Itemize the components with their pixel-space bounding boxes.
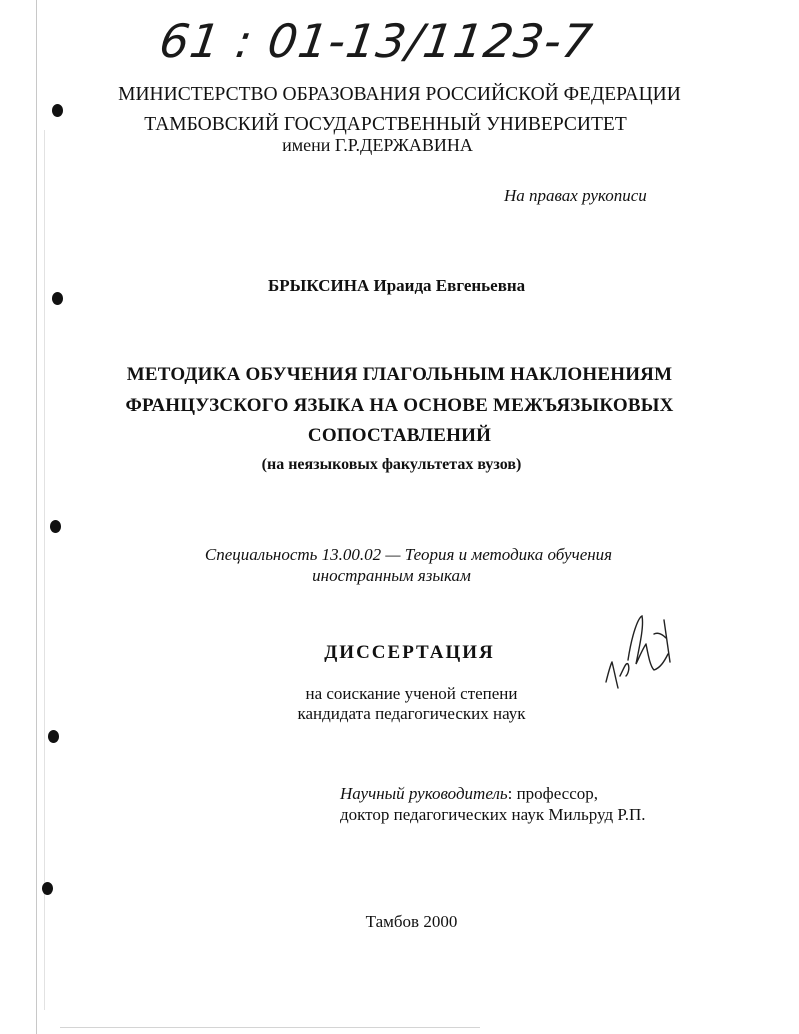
ministry-heading: МИНИСТЕРСТВО ОБРАЗОВАНИЯ РОССИЙСКОЙ ФЕДЕРАЦИИ (118, 84, 681, 105)
supervisor-role: Научный руководитель (340, 784, 508, 803)
supervisor-line (340, 784, 598, 804)
dissertation-title-line: МЕТОДИКА ОБУЧЕНИЯ ГЛАГОЛЬНЫМ НАКЛОНЕНИЯМ (126, 364, 673, 385)
manuscript-rights-note: На правах рукописи (504, 186, 647, 205)
author-surname: БРЫКСИНА (268, 276, 370, 295)
supervisor-degree-line: доктор педагогических наук Мильруд Р.П. (340, 805, 646, 824)
binding-hole-mark (50, 520, 61, 533)
archive-stamp: 61 : 01-13/1123-7 (156, 14, 597, 68)
scan-bottom-line (60, 1027, 480, 1028)
dissertation-title-line: СОПОСТАВЛЕНИЙ (307, 425, 492, 446)
specialty-line: Специальность 13.00.02 — Теория и методика обучения (204, 545, 613, 564)
binding-hole-mark (42, 882, 53, 895)
document-type: ДИССЕРТАЦИЯ (324, 642, 495, 663)
specialty-line: иностранным языкам (312, 566, 471, 585)
binding-hole-mark (48, 730, 59, 743)
author-name (268, 276, 525, 296)
handwritten-signature (598, 604, 678, 704)
university-heading: ТАМБОВСКИЙ ГОСУДАРСТВЕННЫЙ УНИВЕРСИТЕТ (144, 114, 627, 135)
degree-line: на соискание ученой степени (305, 684, 518, 703)
supervisor-title: : профессор, (507, 784, 599, 803)
university-name: имени Г.Р.ДЕРЖАВИНА (282, 135, 473, 155)
dissertation-subtitle: (на неязыковых факультетах вузов) (261, 456, 522, 473)
author-given-names: Ираида Евгеньевна (373, 276, 526, 295)
place-year: Тамбов 2000 (365, 912, 458, 931)
dissertation-title-line: ФРАНЦУЗСКОГО ЯЗЫКА НА ОСНОВЕ МЕЖЪЯЗЫКОВЫХ (125, 395, 674, 416)
degree-line: кандидата педагогических наук (297, 704, 526, 723)
binding-hole-mark (52, 292, 63, 305)
